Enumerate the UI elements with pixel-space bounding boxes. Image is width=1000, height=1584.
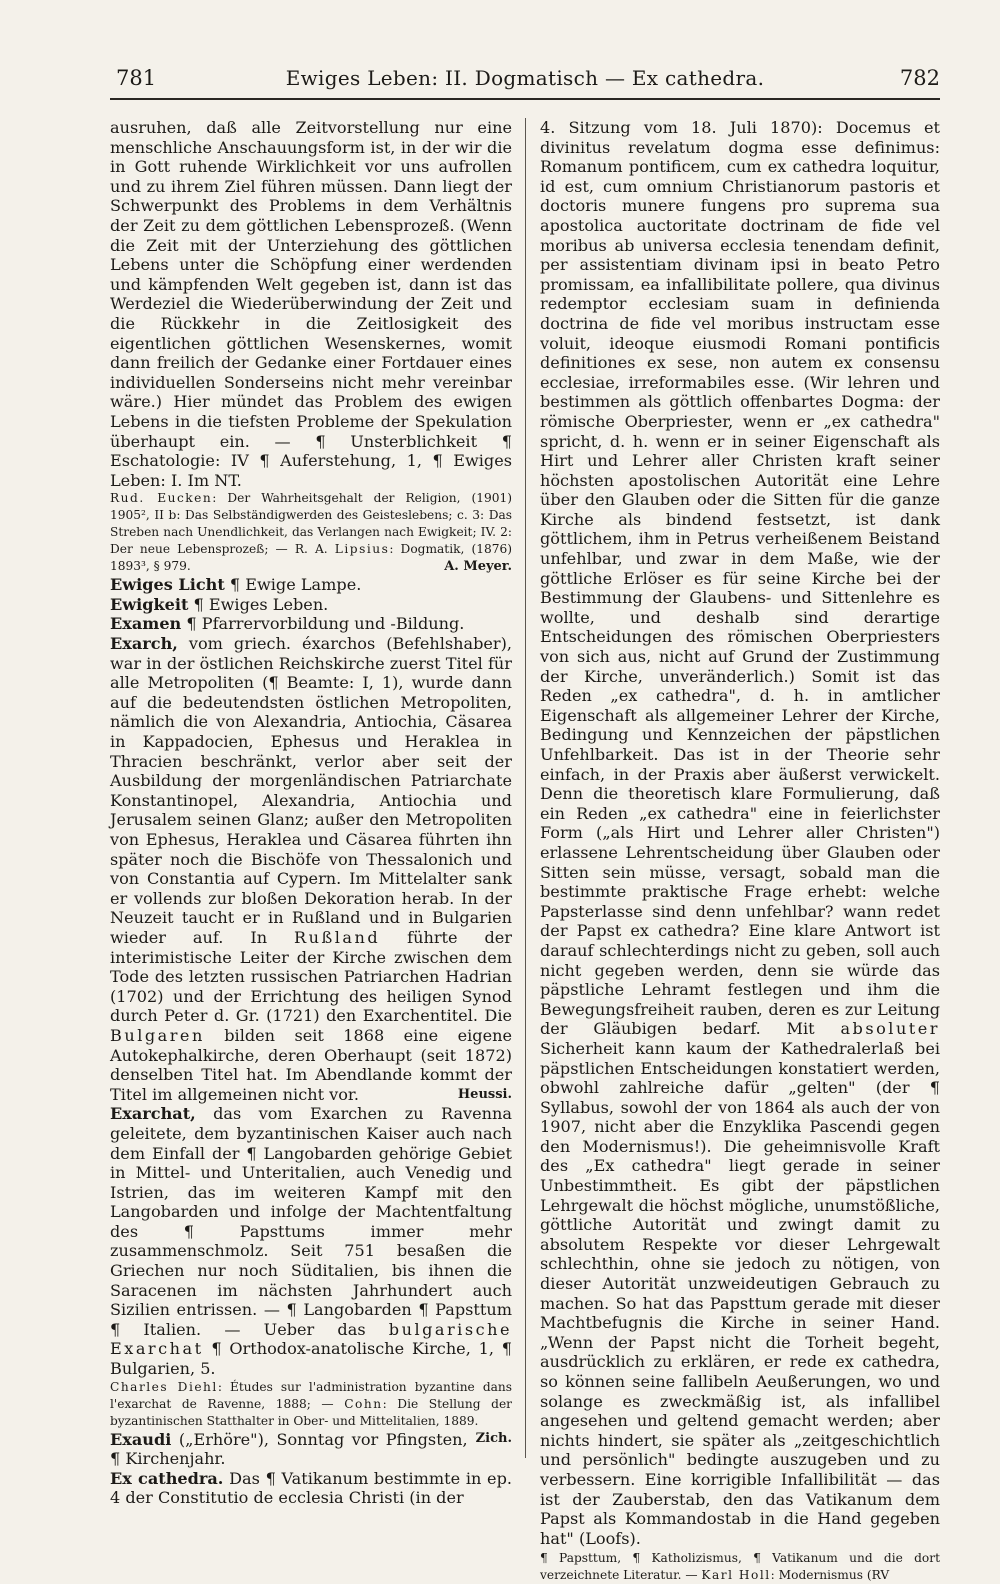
entry-ewigkeit xyxy=(110,595,512,615)
lit-author: Charles Diehl xyxy=(110,1379,218,1394)
entry-exarch xyxy=(110,634,512,1104)
entry-text: ¶ Ewiges Leben. xyxy=(188,594,329,614)
lit-text: : Dogmatik, (1876) 1893³, § 979. xyxy=(110,542,512,574)
entry-ewiges-licht xyxy=(110,575,512,595)
spaced-word: absoluter xyxy=(840,1019,940,1039)
column-divider xyxy=(525,118,526,1458)
lemma: Exarch, xyxy=(110,634,178,654)
lemma: Exarchat, xyxy=(110,1104,196,1124)
entry-ex-cathedra xyxy=(110,1469,512,1508)
author-signature: Zich. xyxy=(475,1430,512,1446)
literature-eucken xyxy=(110,490,512,575)
spaced-word: Bulgaren xyxy=(110,1025,205,1045)
lemma: Examen xyxy=(110,614,182,634)
entry-text: Das ¶ Vatikanum bestimmte in ep. 4 der Constitutio de ecclesia Christi (in der xyxy=(110,1468,512,1508)
entry-text: („Erhöre"), Sonntag vor Pfingsten, ¶ Kirchenjahr. xyxy=(110,1429,468,1469)
spaced-word: bulgarische Exarchat xyxy=(110,1319,512,1359)
lit-author: Cohn xyxy=(344,1396,383,1411)
lit-text: : Der Wahrheitsgehalt der Religion, (1901) 1905², II b: Das Selbständigwerden des Geisteslebens; c. 3: Das Streben nach Unendlichkeit, das Verlangen nach Ewigkeit; IV. 2: Der neue Lebensprozeß; — R. A. xyxy=(110,491,512,557)
author-signature: Heussi. xyxy=(457,1086,512,1102)
lemma: Ewigkeit xyxy=(110,594,189,614)
right-column xyxy=(540,118,940,1583)
entry-text: führte der interimistische Leiter der Kirche zwischen dem Tode des letzten russischen Patriarchen Hadrian (1702) und der Errichtung des heiligen Synod durch Peter d. Gr. (1721) den Exarchentitel. Die xyxy=(110,927,512,1026)
entry-examen xyxy=(110,614,512,634)
lemma: Ex cathedra. xyxy=(110,1468,224,1488)
literature-holl xyxy=(540,1550,940,1584)
page-number-left: 781 xyxy=(116,66,157,90)
ex-cathedra-body xyxy=(540,118,940,1548)
lit-author: Rud. Eucken xyxy=(110,491,213,506)
lit-text: ¶ Papsttum, ¶ Katholizismus, ¶ Vatikanum und die dort verzeichnete Literatur. — xyxy=(540,1551,940,1583)
body-text: 4. Sitzung vom 18. Juli 1870): Docemus et divinitus revelatum dogma esse definimus: Romanum pontificem, cum ex cathedra loquitur, id est, cum omnium Christianorum pastoris et doctoris munere fungens pro suprema sua apostolica auctoritate doctrinam de fide vel moribus ab universa ecclesia tenendam definit, per assistentiam divinam ipsi in beato Petro promissam, ea infallibilitate pollere, qua divinus redemptor ecclesiam suam in definienda doctrina de fide vel moribus instructam esse voluit, ideoque eiusmodi Romani pontificis definitiones ex sese, non autem ex consensu ecclesiae, irreformabiles esse. (Wir lehren und bestimmen als göttlich offenbartes Dogma: der römische Oberpriester, wenn er „ex cathedra" spricht, d. h. wenn er in seiner Eigenschaft als Hirt und Lehrer aller Christen kraft seiner höchsten apostolischen Autorität eine Lehre über den Glauben oder die Sitten für die ganze Kirche als bindend festsetzt, ist dank göttlichem, ihm in Petrus verheißenem Beistand unfehlbar, und zwar in dem Maße, wie der göttliche Erlöser es für seine Kirche bei der Bestimmung der Glaubens- und Sittenlehre es wollte, und deshalb sind derartige Entscheidungen des römischen Oberpriesters von sich aus, nicht auf Grund der Zustimmung der Kirche, unveränderlich.) Somit ist das Reden „ex cathedra", d. h. in amtlicher Eigenschaft als allgemeiner Lehrer der Kirche, Bedingung und Kennzeichen der päpstlichen Unfehlbarkeit. Das ist in der Theorie sehr einfach, in der Praxis aber äußerst verwickelt. Denn die theoretisch klare Formulierung, daß ein Reden „ex cathedra" eine in feierlichster Form („als Hirt und Lehrer aller Christen") erlassene Lehrentscheidung über Glauben oder Sitten sein müsse, versagt, sobald man die bestimmte praktische Frage erhebt: welche Papsterlasse sind denn unfehlbar? wann redet der Papst ex cathedra? Eine klare Antwort ist darauf schlechterdings nicht zu geben, soll auch nicht gegeben werden, denn sie würde das päpstliche Lehramt festlegen und ihm die Bewegungsfreiheit rauben, deren es zur Leitung der Gläubigen bedarf. Mit xyxy=(540,118,940,1039)
paragraph-continued: ausruhen, daß alle Zeitvorstellung nur eine menschliche Anschauungsform ist, in der wir die in Gott ruhende Wirklichkeit vor uns aufrollen und zu ihrem Ziel führen müssen. Dann liegt der Schwerpunkt des Problems in dem Verhältnis der Zeit zu dem göttlichen Lebensprozeß. (Wenn die Zeit mit der Unterziehung des göttlichen Lebens unter die Schöpfung einer werdenden und kämpfenden Welt gegeben ist, dann ist das Werdeziel die Wiederüberwindung der Zeit und die Rückkehr in die Zeitlosigkeit des eigentlichen göttlichen Wesenskernes, womit dann freilich der Gedanke einer Fortdauer eines individuellen Sonderseins nicht mehr vereinbar wäre.) Hier mündet das Problem des ewigen Lebens in die tiefsten Probleme der Spekulation überhaupt ein. — ¶ Unsterblichkeit ¶ Eschatologie: IV ¶ Auferstehung, 1, ¶ Ewiges Leben: I. Im NT. xyxy=(110,118,512,490)
lemma: Exaudi xyxy=(110,1429,172,1449)
lit-text: : Études sur l'administration byzantine dans l'exarchat de Ravenne, 1888; — xyxy=(110,1379,512,1411)
lit-text: : Die Stellung der byzantinischen Statthalter in Ober- und Mittelitalien, 1889. xyxy=(110,1396,512,1428)
page-number-right: 782 xyxy=(899,66,940,90)
entry-text: ¶ Orthodox-anatolische Kirche, 1, ¶ Bulgarien, 5. xyxy=(110,1339,512,1379)
entry-text: ¶ Pfarrervorbildung und -Bildung. xyxy=(181,614,465,634)
entry-text: das vom Exarchen zu Ravenna geleitete, dem byzantinischen Kaiser auch nach dem Einfall der ¶ Langobarden gehörige Gebiet in Mittel- und Unteritalien, auch Venedig und Istrien, das im weiteren Kampf mit den Langobarden und infolge der Machtentfaltung des ¶ Papsttums immer mehr zusammenschmolz. Seit 751 besaßen die Griechen nur noch Süditalien, bis ihnen die Saracenen im nächsten Jahrhundert auch Sizilien entrissen. — ¶ Langobarden ¶ Papsttum ¶ Italien. — Ueber das xyxy=(110,1104,512,1339)
lemma: Ewiges Licht xyxy=(110,575,225,595)
entry-text: ¶ Ewige Lampe. xyxy=(224,575,362,595)
body-text: Sicherheit kann kaum der Kathedralerlaß bei päpstlichen Entscheidungen konstatiert werden, obwohl zahlreiche dafür „gelten" (der ¶ Syllabus, sowohl der von 1864 als auch der von 1907, nicht aber die Enzyklika Pascendi gegen den Modernismus!). Die geheimnisvolle Kraft des „Ex cathedra" liegt gerade in seiner Unbestimmtheit. Es gibt der päpstlichen Lehrgewalt die höchst mögliche, unumstößliche, göttliche Autorität und zwingt damit zu absolutem Respekte vor dieser Lehrgewalt schlechthin, ohne sie jedoch zu nötigen, von dieser Autorität unzweideutigen Gebrauch zu machen. So hat das Papsttum gerade mit dieser Machtbefugnis die Kirche in seiner Hand. „Wenn der Papst nicht die Torheit begeht, ausdrücklich zu erklären, er rede ex cathedra, so können seine fallibeln Aeußerungen, wo und solange es zweckmäßig ist, als infallibel angesehen und geltend gemacht werden; aber nichts hindert, sie später als „zeitgeschichtlich und persönlich" bedingte auszugeben und zu verbessern. Eine korrigible Infallibilität — das ist der Zauberstab, den das Vatikanum dem Papst als Kommandostab in die Hand gegeben hat" (Loofs). xyxy=(540,1038,940,1548)
page-header xyxy=(110,58,940,100)
entry-exaudi xyxy=(110,1430,512,1469)
left-column xyxy=(110,118,512,1508)
lit-text: : Modernismus (RV xyxy=(770,1568,890,1583)
lit-author: Lipsius xyxy=(334,542,390,557)
entry-exarchat xyxy=(110,1104,512,1378)
entry-text: bilden seit 1868 eine eigene Autokephalkirche, deren Oberhaupt (seit 1872) denselben Titel hat. Im Abendlande kommt der Titel im allgemeinen nicht vor. xyxy=(110,1025,512,1104)
entry-text: vom griech. éxarchos (Befehlshaber), war in der östlichen Reichskirche zuerst Titel für alle Metropoliten (¶ Beamte: I, 1), wurde dann auf die bedeutendsten östlichen Metropoliten, nämlich die von Alexandria, Antiochia, Cäsarea in Kappadocien, Ephesus und Heraklea in Thracien beschränkt, verlor aber seit der Ausbildung der morgenländischen Patriarchate Konstantinopel, Alexandria, Antiochia und Jerusalem seinen Glanz; außer den Metropoliten von Ephesus, Heraklea und Cäsarea führten ihn später noch die Bischöfe von Thessalonich und von Constantia auf Cypern. Im Mittelalter sank er vollends zur bloßen Dekoration herab. In der Neuzeit taucht er in Rußland und in Bulgarien wieder auf. In xyxy=(110,634,512,947)
author-signature: A. Meyer. xyxy=(444,559,512,575)
spaced-word: Rußland xyxy=(294,927,381,947)
running-title: Ewiges Leben: II. Dogmatisch — Ex cathedra. xyxy=(285,66,765,90)
lit-author: Karl Holl xyxy=(701,1568,771,1583)
